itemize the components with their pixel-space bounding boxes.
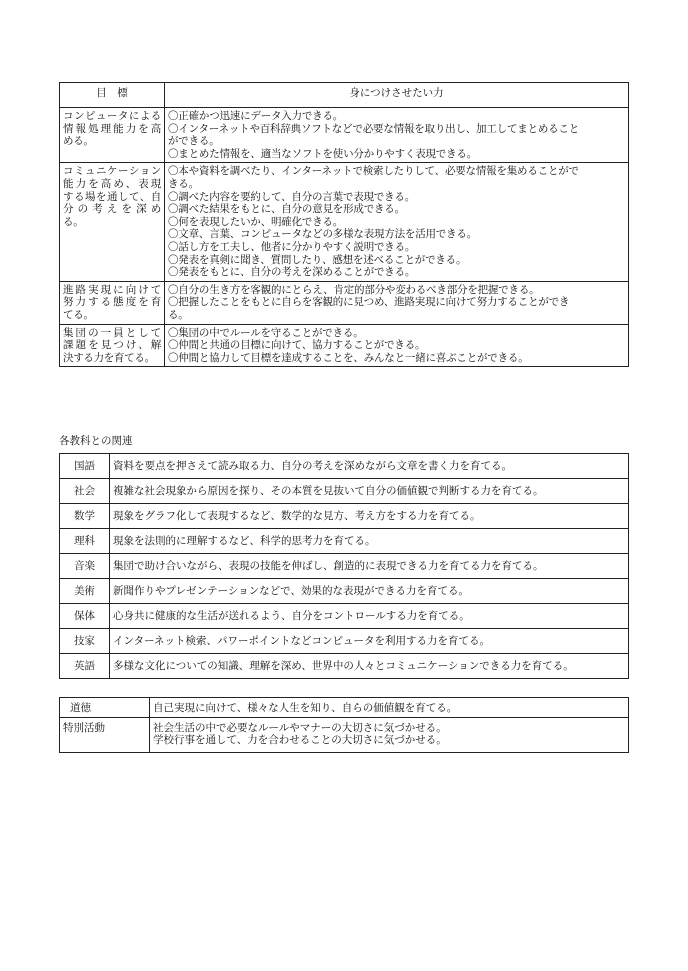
goal-row <box>60 281 629 324</box>
activity-line: 社会生活の中で必要なルールやマナーの大切さに気づかせる。 <box>153 721 447 734</box>
goal-row <box>60 108 629 163</box>
subject-name: 英語 <box>60 654 110 679</box>
skill-line: 〇仲間と協力して目標を達成することを、みんなと一緒に喜ぶことができる。 <box>168 351 529 364</box>
activity-line: 自己実現に向けて、様々な人生を知り、自らの価値観を育てる。 <box>153 702 458 714</box>
subject-name: 社会 <box>60 479 110 504</box>
subject-row <box>60 654 629 679</box>
skill-line: 〇何を表現したいか、明確化できる。 <box>168 215 344 228</box>
skill-line: 〇発表を真剣に聞き、質問したり、感想を述べることができる。 <box>168 253 467 266</box>
skill-line: 〇本や資料を調べたり、インターネットで検索したりして、必要な情報を集めることがで <box>168 165 579 178</box>
skill-line: 〇自分の生き方を客観的にとらえ、肯定的部分や変わるべき部分を把握できる。 <box>168 283 540 296</box>
goal-header: 目 標 <box>60 83 165 108</box>
skill-line: 〇調べた結果をもとに、自分の意見を形成できる。 <box>168 203 405 216</box>
skill-line: 〇文章、言葉、コンピュータなどの多様な表現方法を活用できる。 <box>168 228 477 241</box>
skill-line: ができる。 <box>168 135 220 148</box>
goals-table <box>59 82 629 367</box>
subject-description: 現象を法則的に理解するなど、科学的思考力を育てる。 <box>110 529 629 554</box>
activity-row <box>60 717 629 752</box>
goal-line: る。 <box>63 215 84 228</box>
goal-line: める。 <box>63 135 94 148</box>
skill-line: 〇発表をもとに、自分の考えを深めることができる。 <box>168 266 416 279</box>
skill-line: 〇話し方を工夫し、他者に分かりやすく説明できる。 <box>168 240 416 253</box>
goal-line: 集団の一員として <box>63 326 161 339</box>
goal-line: 努力する態度を育 <box>63 296 161 309</box>
subject-description: 多様な文化についての知識、理解を深め、世界中の人々とコミュニケーションできる力を育てる。 <box>110 654 629 679</box>
subject-name: 技家 <box>60 629 110 654</box>
goal-cell <box>60 281 165 324</box>
skills-cell <box>165 281 629 324</box>
skill-line: 〇集団の中でルールを守ることができる。 <box>168 326 364 339</box>
skill-line: 〇まとめた情報を、適当なソフトを使い分かりやすく表現できる。 <box>168 147 477 160</box>
skill-line: る。 <box>168 308 189 321</box>
goal-cell <box>60 324 165 367</box>
subject-name: 国語 <box>60 454 110 479</box>
goal-line: てる。 <box>63 308 94 321</box>
goal-line: 課題を見つけ、解 <box>63 339 161 352</box>
skill-line: 〇正確かつ迅速にデータ入力できる。 <box>168 110 344 122</box>
subject-row <box>60 529 629 554</box>
goal-line: 能力を高め、表現 <box>63 177 161 190</box>
goal-line: 決する力を育てる。 <box>63 351 155 364</box>
subject-row <box>60 629 629 654</box>
skill-line: 〇インターネットや百科辞典ソフトなどで必要な情報を取り出し、加工してまとめること <box>168 122 580 135</box>
skills-cell <box>165 163 629 281</box>
goal-line: する場を通して、自 <box>63 190 161 203</box>
subject-row <box>60 504 629 529</box>
subject-row <box>60 579 629 604</box>
activity-name: 特別活動 <box>60 717 150 752</box>
skill-line: 〇仲間と共通の目標に向けて、協力することができる。 <box>168 339 426 352</box>
subject-description: 現象をグラフ化して表現するなど、数学的な見方、考え方をする力を育てる。 <box>110 504 629 529</box>
goal-line: コミュニケーション <box>63 165 161 178</box>
subject-name: 音楽 <box>60 554 110 579</box>
goal-row <box>60 324 629 367</box>
subject-description: 新聞作りやプレゼンテーションなどで、効果的な表現ができる力を育てる。 <box>110 579 629 604</box>
subject-row <box>60 604 629 629</box>
activity-row <box>60 698 629 718</box>
goal-line: 進路実現に向けて <box>63 283 161 296</box>
subject-name: 保体 <box>60 604 110 629</box>
goal-line: 情報処理能力を高 <box>63 122 161 135</box>
subject-name: 美術 <box>60 579 110 604</box>
subject-description: 複雑な社会現象から原因を探り、その本質を見抜いて自分の価値観で判断する力を育てる。 <box>110 479 629 504</box>
activity-line: 学校行事を通して、力を合わせることの大切さに気づかせる。 <box>153 734 447 747</box>
skills-cell <box>165 108 629 163</box>
subject-row <box>60 479 629 504</box>
goal-line: 分の考えを深め <box>63 203 161 216</box>
goal-row <box>60 163 629 281</box>
subject-description: 心身共に健康的な生活が送れるよう、自分をコントロールする力を育てる。 <box>110 604 629 629</box>
subjects-table <box>59 453 629 679</box>
subject-row <box>60 454 629 479</box>
subject-name: 理科 <box>60 529 110 554</box>
skill-line: 〇把握したことをもとに自らを客観的に見つめ、進路実現に向けて努力することができ <box>168 296 570 309</box>
subject-description: 資料を要点を押さえて読み取る力、自分の考えを深めながら文章を書く力を育てる。 <box>110 454 629 479</box>
goal-cell <box>60 108 165 163</box>
subject-row <box>60 554 629 579</box>
activity-name: 道徳 <box>60 698 150 718</box>
skills-cell <box>165 324 629 367</box>
skills-header: 身につけさせたい力 <box>165 83 629 108</box>
skill-line: 〇調べた内容を要約して、自分の言葉で表現できる。 <box>168 190 415 203</box>
subject-description: インターネット検索、パワーポイントなどコンピュータを利用する力を育てる。 <box>110 629 629 654</box>
subject-description: 集団で助け合いながら、表現の技能を伸ばし、創造的に表現できる力を育てる力を育てる。 <box>110 554 629 579</box>
goals-header-row <box>60 83 629 108</box>
other-activities-table <box>59 697 629 753</box>
subject-name: 数学 <box>60 504 110 529</box>
goal-cell <box>60 163 165 281</box>
skill-line: きる。 <box>168 177 199 190</box>
goal-line: コンピュータによる <box>63 110 161 122</box>
activity-description <box>150 717 629 752</box>
subject-relation-heading: 各教科との関連 <box>59 435 133 447</box>
activity-description <box>150 698 629 718</box>
